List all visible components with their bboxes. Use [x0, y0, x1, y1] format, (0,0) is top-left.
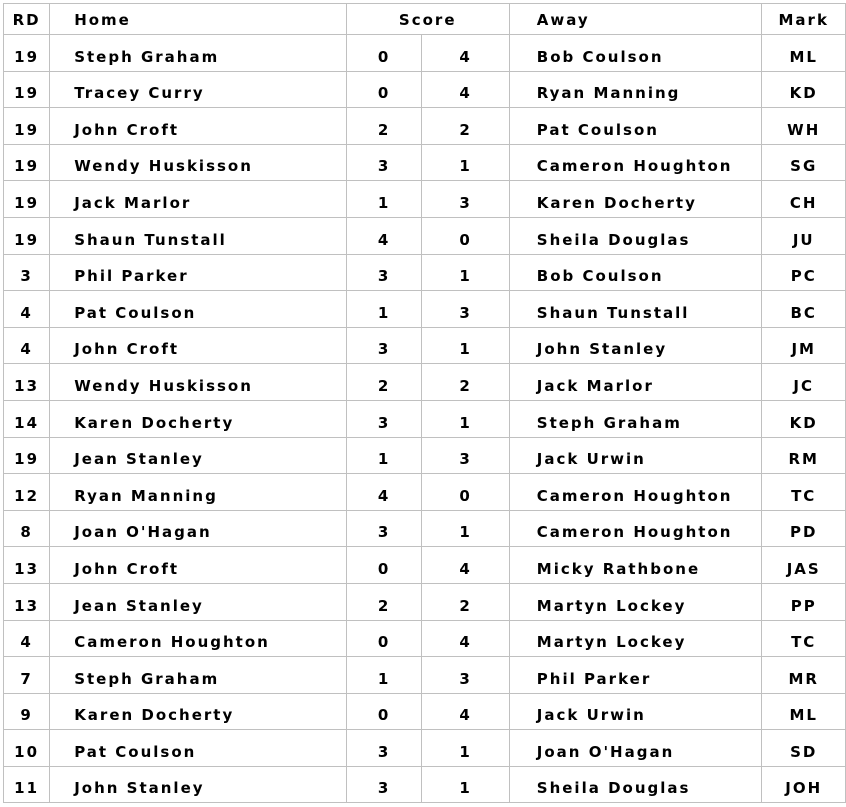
table-row: [4, 364, 846, 401]
cell-home-score[interactable]: 0: [346, 71, 422, 108]
cell-home-score[interactable]: 1: [346, 291, 422, 328]
cell-home[interactable]: John Stanley: [50, 766, 346, 803]
cell-away-score[interactable]: 3: [422, 657, 509, 694]
cell-away-score[interactable]: 0: [422, 217, 509, 254]
cell-home-score[interactable]: 3: [346, 766, 422, 803]
cell-rd[interactable]: 4: [4, 291, 50, 328]
cell-home-score[interactable]: 4: [346, 474, 422, 511]
table-row: [4, 144, 846, 181]
table-row: [4, 620, 846, 657]
table-row: [4, 547, 846, 584]
cell-rd[interactable]: 19: [4, 217, 50, 254]
cell-mark[interactable]: PP: [762, 583, 846, 620]
cell-rd[interactable]: 19: [4, 437, 50, 474]
table-row: [4, 181, 846, 218]
cell-away[interactable]: Cameron Houghton: [509, 474, 762, 511]
cell-mark[interactable]: BC: [762, 291, 846, 328]
cell-home-score[interactable]: 3: [346, 400, 422, 437]
cell-home[interactable]: Jean Stanley: [50, 437, 346, 474]
table-row: [4, 657, 846, 694]
cell-away[interactable]: Jack Marlor: [509, 364, 762, 401]
table-row: [4, 35, 846, 72]
cell-away[interactable]: Jack Urwin: [509, 437, 762, 474]
cell-away-score[interactable]: 2: [422, 108, 509, 145]
table-row: [4, 583, 846, 620]
cell-mark[interactable]: KD: [762, 71, 846, 108]
cell-rd[interactable]: 13: [4, 583, 50, 620]
cell-away[interactable]: Karen Docherty: [509, 181, 762, 218]
cell-away-score[interactable]: 2: [422, 583, 509, 620]
cell-away[interactable]: John Stanley: [509, 327, 762, 364]
cell-rd[interactable]: 19: [4, 108, 50, 145]
cell-home-score[interactable]: 2: [346, 364, 422, 401]
cell-rd[interactable]: 19: [4, 181, 50, 218]
cell-home[interactable]: Tracey Curry: [50, 71, 346, 108]
cell-home[interactable]: Wendy Huskisson: [50, 364, 346, 401]
header-row: [4, 4, 846, 35]
cell-rd[interactable]: 9: [4, 693, 50, 730]
cell-mark[interactable]: WH: [762, 108, 846, 145]
cell-mark[interactable]: MR: [762, 657, 846, 694]
cell-home-score[interactable]: 1: [346, 657, 422, 694]
cell-home[interactable]: Phil Parker: [50, 254, 346, 291]
cell-away-score[interactable]: 1: [422, 400, 509, 437]
results-table-container: [3, 3, 846, 803]
cell-home-score[interactable]: 3: [346, 144, 422, 181]
cell-away-score[interactable]: 2: [422, 364, 509, 401]
cell-away[interactable]: Ryan Manning: [509, 71, 762, 108]
cell-home[interactable]: Shaun Tunstall: [50, 217, 346, 254]
cell-mark[interactable]: ML: [762, 35, 846, 72]
cell-home[interactable]: John Croft: [50, 108, 346, 145]
table-row: [4, 71, 846, 108]
cell-away-score[interactable]: 1: [422, 327, 509, 364]
table-row: [4, 730, 846, 767]
cell-away-score[interactable]: 3: [422, 291, 509, 328]
cell-away[interactable]: Jack Urwin: [509, 693, 762, 730]
cell-home[interactable]: Steph Graham: [50, 35, 346, 72]
table-row: [4, 291, 846, 328]
col-header-rd[interactable]: RD: [4, 4, 50, 35]
cell-rd[interactable]: 3: [4, 254, 50, 291]
cell-away-score[interactable]: 3: [422, 181, 509, 218]
cell-home-score[interactable]: 0: [346, 620, 422, 657]
cell-rd[interactable]: 19: [4, 144, 50, 181]
cell-away-score[interactable]: 1: [422, 144, 509, 181]
cell-home[interactable]: John Croft: [50, 547, 346, 584]
cell-away-score[interactable]: 1: [422, 254, 509, 291]
cell-rd[interactable]: 4: [4, 327, 50, 364]
cell-rd[interactable]: 10: [4, 730, 50, 767]
cell-away[interactable]: Bob Coulson: [509, 254, 762, 291]
cell-away[interactable]: Sheila Douglas: [509, 217, 762, 254]
cell-home[interactable]: Jack Marlor: [50, 181, 346, 218]
cell-away[interactable]: Cameron Houghton: [509, 510, 762, 547]
cell-mark[interactable]: JU: [762, 217, 846, 254]
cell-away[interactable]: Cameron Houghton: [509, 144, 762, 181]
table-row: [4, 254, 846, 291]
cell-away[interactable]: Phil Parker: [509, 657, 762, 694]
cell-home[interactable]: Karen Docherty: [50, 693, 346, 730]
cell-mark[interactable]: PC: [762, 254, 846, 291]
cell-away[interactable]: Pat Coulson: [509, 108, 762, 145]
cell-rd[interactable]: 12: [4, 474, 50, 511]
cell-home-score[interactable]: 0: [346, 693, 422, 730]
cell-away-score[interactable]: 3: [422, 437, 509, 474]
table-row: [4, 510, 846, 547]
cell-mark[interactable]: RM: [762, 437, 846, 474]
cell-home-score[interactable]: 0: [346, 547, 422, 584]
cell-home-score[interactable]: 0: [346, 35, 422, 72]
cell-away[interactable]: Shaun Tunstall: [509, 291, 762, 328]
col-header-home[interactable]: Home: [50, 4, 346, 35]
cell-away-score[interactable]: 4: [422, 693, 509, 730]
col-header-mark[interactable]: Mark: [762, 4, 846, 35]
cell-away-score[interactable]: 1: [422, 510, 509, 547]
cell-away-score[interactable]: 4: [422, 547, 509, 584]
cell-home[interactable]: Ryan Manning: [50, 474, 346, 511]
cell-mark[interactable]: JM: [762, 327, 846, 364]
cell-away-score[interactable]: 1: [422, 730, 509, 767]
cell-away[interactable]: Sheila Douglas: [509, 766, 762, 803]
table-row: [4, 217, 846, 254]
cell-rd[interactable]: 4: [4, 620, 50, 657]
cell-mark[interactable]: TC: [762, 474, 846, 511]
cell-home[interactable]: Pat Coulson: [50, 291, 346, 328]
table-row: [4, 327, 846, 364]
cell-home-score[interactable]: 1: [346, 437, 422, 474]
cell-home[interactable]: Jean Stanley: [50, 583, 346, 620]
cell-home[interactable]: Pat Coulson: [50, 730, 346, 767]
cell-home-score[interactable]: 3: [346, 510, 422, 547]
cell-away[interactable]: Joan O'Hagan: [509, 730, 762, 767]
cell-mark[interactable]: CH: [762, 181, 846, 218]
cell-home[interactable]: Karen Docherty: [50, 400, 346, 437]
table-row: [4, 766, 846, 803]
cell-away-score[interactable]: 0: [422, 474, 509, 511]
cell-rd[interactable]: 14: [4, 400, 50, 437]
results-table: [3, 3, 846, 803]
table-row: [4, 693, 846, 730]
cell-home-score[interactable]: 4: [346, 217, 422, 254]
cell-home[interactable]: Cameron Houghton: [50, 620, 346, 657]
cell-home[interactable]: Wendy Huskisson: [50, 144, 346, 181]
cell-away-score[interactable]: 1: [422, 766, 509, 803]
cell-rd[interactable]: 13: [4, 364, 50, 401]
cell-home[interactable]: Steph Graham: [50, 657, 346, 694]
cell-rd[interactable]: 8: [4, 510, 50, 547]
cell-away[interactable]: Micky Rathbone: [509, 547, 762, 584]
cell-rd[interactable]: 11: [4, 766, 50, 803]
cell-mark[interactable]: PD: [762, 510, 846, 547]
table-row: [4, 474, 846, 511]
cell-home[interactable]: John Croft: [50, 327, 346, 364]
col-header-away[interactable]: Away: [509, 4, 762, 35]
cell-home-score[interactable]: 2: [346, 583, 422, 620]
cell-away-score[interactable]: 4: [422, 620, 509, 657]
cell-mark[interactable]: KD: [762, 400, 846, 437]
cell-away[interactable]: Bob Coulson: [509, 35, 762, 72]
col-header-score[interactable]: Score: [346, 4, 509, 35]
cell-mark[interactable]: JOH: [762, 766, 846, 803]
cell-away[interactable]: Martyn Lockey: [509, 583, 762, 620]
cell-rd[interactable]: 19: [4, 71, 50, 108]
cell-mark[interactable]: SG: [762, 144, 846, 181]
cell-home-score[interactable]: 3: [346, 730, 422, 767]
table-row: [4, 108, 846, 145]
cell-rd[interactable]: 19: [4, 35, 50, 72]
cell-away-score[interactable]: 4: [422, 35, 509, 72]
cell-away[interactable]: Steph Graham: [509, 400, 762, 437]
cell-mark[interactable]: TC: [762, 620, 846, 657]
cell-home-score[interactable]: 3: [346, 254, 422, 291]
cell-mark[interactable]: ML: [762, 693, 846, 730]
table-row: [4, 437, 846, 474]
cell-home-score[interactable]: 3: [346, 327, 422, 364]
cell-home-score[interactable]: 1: [346, 181, 422, 218]
cell-home-score[interactable]: 2: [346, 108, 422, 145]
cell-mark[interactable]: JAS: [762, 547, 846, 584]
cell-rd[interactable]: 13: [4, 547, 50, 584]
cell-away-score[interactable]: 4: [422, 71, 509, 108]
cell-home[interactable]: Joan O'Hagan: [50, 510, 346, 547]
table-row: [4, 400, 846, 437]
cell-mark[interactable]: JC: [762, 364, 846, 401]
cell-rd[interactable]: 7: [4, 657, 50, 694]
cell-mark[interactable]: SD: [762, 730, 846, 767]
cell-away[interactable]: Martyn Lockey: [509, 620, 762, 657]
